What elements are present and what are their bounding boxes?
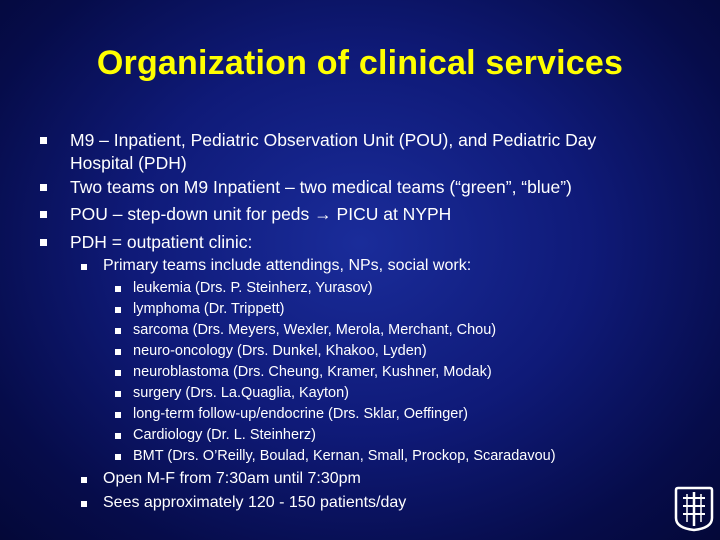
sub-sub-bullet-marker: [115, 349, 121, 355]
sub-sub-bullet-text: lymphoma (Dr. Trippett): [133, 301, 285, 317]
bullet-marker: [40, 184, 47, 191]
sub-sub-bullet-text: sarcoma (Drs. Meyers, Wexler, Merola, Merchant, Chou): [133, 322, 497, 338]
bullet-marker: [40, 211, 47, 218]
sub-sub-bullet-text: surgery (Drs. La.Quaglia, Kayton): [133, 385, 349, 401]
sub-sub-bullet-marker: [115, 328, 121, 334]
bullet-text: Two teams on M9 Inpatient – two medical teams (“green”, “blue”): [70, 177, 572, 197]
sub-bullet-marker: [81, 477, 87, 483]
bullet-text: [70, 204, 451, 225]
sub-bullet-marker: [81, 501, 87, 507]
bullet-text-part: POU – step-down unit for peds: [70, 204, 310, 224]
bullet-text: PDH = outpatient clinic:: [70, 232, 253, 252]
arrow-icon: →: [314, 204, 332, 224]
sub-bullet-text: Sees approximately 120 - 150 patients/day: [103, 494, 407, 511]
bullet-marker: [40, 239, 47, 246]
msk-logo-icon: [674, 486, 714, 532]
bullet-text-part: PICU at NYPH: [336, 204, 452, 224]
sub-sub-bullet-text: neuro-oncology (Drs. Dunkel, Khakoo, Lyden): [133, 343, 427, 359]
sub-sub-bullet-text: leukemia (Drs. P. Steinherz, Yurasov): [133, 280, 373, 296]
sub-sub-bullet-marker: [115, 433, 121, 439]
sub-sub-bullet-marker: [115, 370, 121, 376]
sub-bullet-text: Primary teams include attendings, NPs, social work:: [103, 257, 472, 274]
sub-bullet-marker: [81, 264, 87, 270]
sub-bullet-text: Open M-F from 7:30am until 7:30pm: [103, 470, 361, 487]
bullet-text: M9 – Inpatient, Pediatric Observation Unit (POU), and Pediatric Day: [70, 130, 597, 150]
sub-sub-bullet-text: neuroblastoma (Drs. Cheung, Kramer, Kushner, Modak): [133, 364, 492, 380]
sub-sub-bullet-marker: [115, 286, 121, 292]
sub-sub-bullet-marker: [115, 454, 121, 460]
sub-sub-bullet-text: Cardiology (Dr. L. Steinherz): [133, 427, 316, 443]
bullet-text-continued: Hospital (PDH): [70, 153, 187, 173]
sub-sub-bullet-text: long-term follow-up/endocrine (Drs. Sklar, Oeffinger): [133, 406, 468, 422]
slide-title: Organization of clinical services: [96, 44, 624, 82]
sub-sub-bullet-marker: [115, 391, 121, 397]
sub-sub-bullet-marker: [115, 412, 121, 418]
sub-sub-bullet-marker: [115, 307, 121, 313]
bullet-marker: [40, 137, 47, 144]
sub-sub-bullet-text: BMT (Drs. O’Reilly, Boulad, Kernan, Small, Prockop, Scaradavou): [133, 448, 556, 464]
